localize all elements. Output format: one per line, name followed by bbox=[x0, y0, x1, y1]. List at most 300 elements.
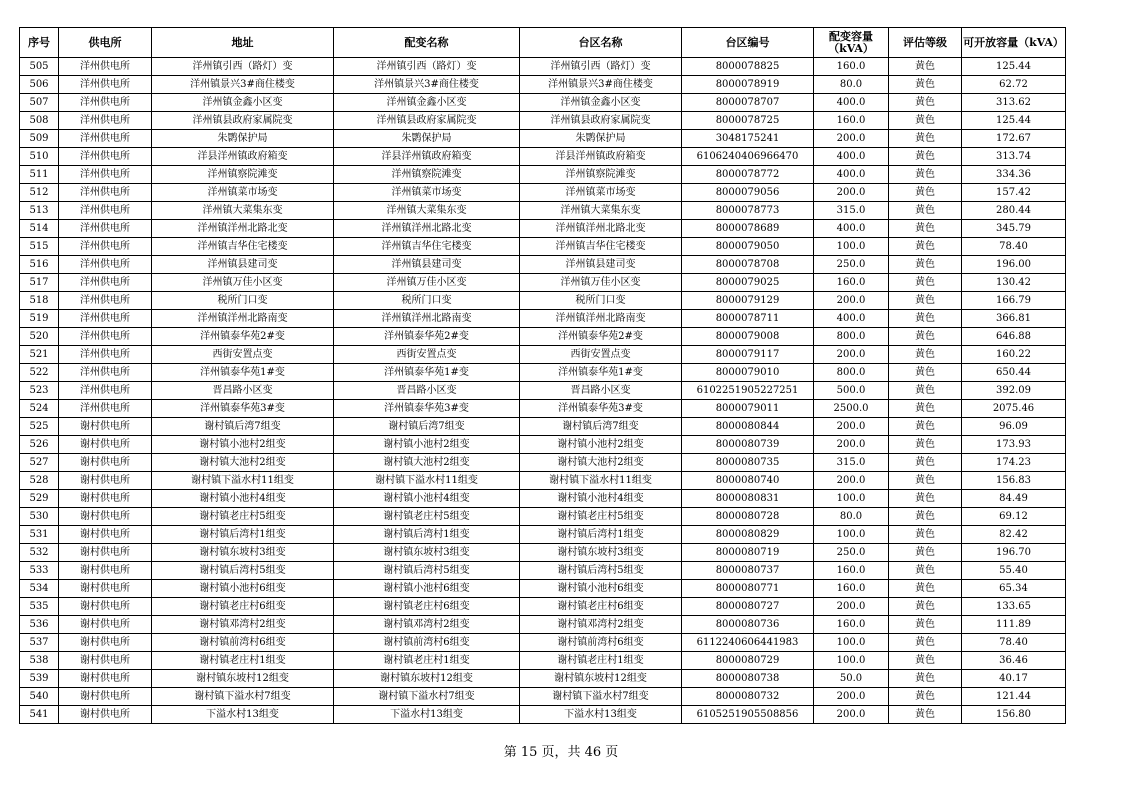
cell-open-capacity: 125.44 bbox=[962, 112, 1066, 130]
cell-seq: 539 bbox=[20, 670, 59, 688]
cell-area-name: 谢村镇东坡村12组变 bbox=[520, 670, 682, 688]
cell-open-capacity: 173.93 bbox=[962, 436, 1066, 454]
cell-address: 谢村镇邓湾村2组变 bbox=[152, 616, 334, 634]
cell-address: 谢村镇小池村4组变 bbox=[152, 490, 334, 508]
cell-area-name: 朱鹮保护局 bbox=[520, 130, 682, 148]
cell-open-capacity: 2075.46 bbox=[962, 400, 1066, 418]
table-row bbox=[20, 382, 1066, 400]
cell-transformer-name: 洋州镇洋州北路南变 bbox=[334, 310, 520, 328]
cell-grade: 黄色 bbox=[889, 184, 962, 202]
cell-area-name: 洋州镇菜市场变 bbox=[520, 184, 682, 202]
cell-open-capacity: 156.83 bbox=[962, 472, 1066, 490]
table-row bbox=[20, 256, 1066, 274]
cell-seq: 527 bbox=[20, 454, 59, 472]
cell-capacity: 160.0 bbox=[814, 562, 889, 580]
cell-transformer-name: 洋州镇察院滩变 bbox=[334, 166, 520, 184]
cell-capacity: 100.0 bbox=[814, 490, 889, 508]
cell-open-capacity: 125.44 bbox=[962, 58, 1066, 76]
table-row bbox=[20, 598, 1066, 616]
cell-station: 洋州供电所 bbox=[59, 364, 152, 382]
cell-area-code: 8000080739 bbox=[682, 436, 814, 454]
table-row bbox=[20, 112, 1066, 130]
cell-address: 洋州镇泰华苑2#变 bbox=[152, 328, 334, 346]
cell-transformer-name: 谢村镇前湾村6组变 bbox=[334, 634, 520, 652]
cell-address: 洋州镇县政府家属院变 bbox=[152, 112, 334, 130]
cell-area-code: 8000080736 bbox=[682, 616, 814, 634]
cell-area-name: 谢村镇小池村2组变 bbox=[520, 436, 682, 454]
cell-seq: 512 bbox=[20, 184, 59, 202]
cell-area-name: 谢村镇邓湾村2组变 bbox=[520, 616, 682, 634]
cell-transformer-name: 洋州镇泰华苑1#变 bbox=[334, 364, 520, 382]
cell-address: 税所门口变 bbox=[152, 292, 334, 310]
table-row bbox=[20, 652, 1066, 670]
cell-seq: 515 bbox=[20, 238, 59, 256]
table-row bbox=[20, 562, 1066, 580]
table-row bbox=[20, 202, 1066, 220]
cell-open-capacity: 196.00 bbox=[962, 256, 1066, 274]
cell-address: 朱鹮保护局 bbox=[152, 130, 334, 148]
cell-capacity: 160.0 bbox=[814, 580, 889, 598]
cell-station: 谢村供电所 bbox=[59, 688, 152, 706]
cell-area-name: 谢村镇老庄村1组变 bbox=[520, 652, 682, 670]
cell-area-code: 3048175241 bbox=[682, 130, 814, 148]
cell-transformer-name: 谢村镇东坡村3组变 bbox=[334, 544, 520, 562]
cell-station: 洋州供电所 bbox=[59, 94, 152, 112]
cell-transformer-name: 谢村镇东坡村12组变 bbox=[334, 670, 520, 688]
cell-grade: 黄色 bbox=[889, 472, 962, 490]
table-row bbox=[20, 328, 1066, 346]
cell-station: 谢村供电所 bbox=[59, 490, 152, 508]
cell-area-code: 8000078707 bbox=[682, 94, 814, 112]
header-station: 供电所 bbox=[59, 28, 152, 58]
cell-open-capacity: 196.70 bbox=[962, 544, 1066, 562]
cell-open-capacity: 121.44 bbox=[962, 688, 1066, 706]
cell-address: 洋州镇大菜集东变 bbox=[152, 202, 334, 220]
cell-station: 谢村供电所 bbox=[59, 562, 152, 580]
cell-transformer-name: 洋州镇大菜集东变 bbox=[334, 202, 520, 220]
table-row bbox=[20, 472, 1066, 490]
cell-transformer-name: 洋州镇万佳小区变 bbox=[334, 274, 520, 292]
cell-seq: 538 bbox=[20, 652, 59, 670]
table-row bbox=[20, 526, 1066, 544]
cell-station: 谢村供电所 bbox=[59, 436, 152, 454]
cell-open-capacity: 78.40 bbox=[962, 634, 1066, 652]
cell-seq: 513 bbox=[20, 202, 59, 220]
cell-area-code: 6112240606441983 bbox=[682, 634, 814, 652]
cell-transformer-name: 谢村镇邓湾村2组变 bbox=[334, 616, 520, 634]
cell-seq: 530 bbox=[20, 508, 59, 526]
cell-area-code: 8000078825 bbox=[682, 58, 814, 76]
cell-address: 谢村镇后湾村5组变 bbox=[152, 562, 334, 580]
cell-transformer-name: 谢村镇后湾村1组变 bbox=[334, 526, 520, 544]
cell-transformer-name: 洋州镇引西（路灯）变 bbox=[334, 58, 520, 76]
table-row bbox=[20, 454, 1066, 472]
cell-area-name: 谢村镇老庄村6组变 bbox=[520, 598, 682, 616]
cell-address: 谢村镇后湾7组变 bbox=[152, 418, 334, 436]
cell-capacity: 80.0 bbox=[814, 76, 889, 94]
cell-station: 洋州供电所 bbox=[59, 148, 152, 166]
cell-grade: 黄色 bbox=[889, 490, 962, 508]
cell-area-code: 8000080729 bbox=[682, 652, 814, 670]
cell-transformer-name: 洋州镇吉华住宅楼变 bbox=[334, 238, 520, 256]
cell-grade: 黄色 bbox=[889, 508, 962, 526]
cell-transformer-name: 洋州镇县政府家属院变 bbox=[334, 112, 520, 130]
cell-grade: 黄色 bbox=[889, 544, 962, 562]
cell-capacity: 160.0 bbox=[814, 112, 889, 130]
cell-capacity: 200.0 bbox=[814, 346, 889, 364]
cell-transformer-name: 洋州镇泰华苑2#变 bbox=[334, 328, 520, 346]
cell-address: 谢村镇下溢水村7组变 bbox=[152, 688, 334, 706]
cell-address: 下溢水村13组变 bbox=[152, 706, 334, 724]
cell-area-name: 谢村镇大池村2组变 bbox=[520, 454, 682, 472]
cell-open-capacity: 55.40 bbox=[962, 562, 1066, 580]
cell-area-name: 洋州镇万佳小区变 bbox=[520, 274, 682, 292]
cell-seq: 532 bbox=[20, 544, 59, 562]
cell-grade: 黄色 bbox=[889, 706, 962, 724]
cell-seq: 536 bbox=[20, 616, 59, 634]
cell-capacity: 400.0 bbox=[814, 166, 889, 184]
cell-capacity: 160.0 bbox=[814, 616, 889, 634]
cell-grade: 黄色 bbox=[889, 94, 962, 112]
cell-grade: 黄色 bbox=[889, 688, 962, 706]
cell-seq: 517 bbox=[20, 274, 59, 292]
cell-area-code: 8000078689 bbox=[682, 220, 814, 238]
cell-capacity: 200.0 bbox=[814, 688, 889, 706]
cell-station: 谢村供电所 bbox=[59, 580, 152, 598]
cell-seq: 528 bbox=[20, 472, 59, 490]
cell-address: 谢村镇大池村2组变 bbox=[152, 454, 334, 472]
cell-transformer-name: 洋州镇金鑫小区变 bbox=[334, 94, 520, 112]
table-row bbox=[20, 346, 1066, 364]
cell-capacity: 100.0 bbox=[814, 634, 889, 652]
cell-area-code: 8000080732 bbox=[682, 688, 814, 706]
cell-area-code: 8000078772 bbox=[682, 166, 814, 184]
cell-seq: 521 bbox=[20, 346, 59, 364]
cell-capacity: 200.0 bbox=[814, 436, 889, 454]
cell-grade: 黄色 bbox=[889, 382, 962, 400]
cell-seq: 505 bbox=[20, 58, 59, 76]
cell-grade: 黄色 bbox=[889, 346, 962, 364]
cell-station: 谢村供电所 bbox=[59, 508, 152, 526]
cell-transformer-name: 朱鹮保护局 bbox=[334, 130, 520, 148]
cell-capacity: 200.0 bbox=[814, 418, 889, 436]
cell-seq: 511 bbox=[20, 166, 59, 184]
table-row bbox=[20, 148, 1066, 166]
cell-grade: 黄色 bbox=[889, 130, 962, 148]
header-area-name: 台区名称 bbox=[520, 28, 682, 58]
cell-area-code: 8000079117 bbox=[682, 346, 814, 364]
table-row bbox=[20, 166, 1066, 184]
cell-area-name: 下溢水村13组变 bbox=[520, 706, 682, 724]
page-number: 第 15 页，共 46 页 bbox=[503, 745, 619, 760]
header-seq: 序号 bbox=[20, 28, 59, 58]
cell-area-name: 洋州镇引西（路灯）变 bbox=[520, 58, 682, 76]
cell-seq: 510 bbox=[20, 148, 59, 166]
cell-address: 谢村镇老庄村6组变 bbox=[152, 598, 334, 616]
cell-open-capacity: 166.79 bbox=[962, 292, 1066, 310]
cell-grade: 黄色 bbox=[889, 454, 962, 472]
cell-station: 洋州供电所 bbox=[59, 130, 152, 148]
cell-area-code: 8000080737 bbox=[682, 562, 814, 580]
cell-grade: 黄色 bbox=[889, 400, 962, 418]
cell-capacity: 2500.0 bbox=[814, 400, 889, 418]
cell-area-name: 洋州镇洋州北路北变 bbox=[520, 220, 682, 238]
cell-open-capacity: 65.34 bbox=[962, 580, 1066, 598]
table-row bbox=[20, 670, 1066, 688]
cell-area-code: 8000079010 bbox=[682, 364, 814, 382]
cell-seq: 534 bbox=[20, 580, 59, 598]
cell-area-name: 谢村镇后湾村5组变 bbox=[520, 562, 682, 580]
cell-area-code: 8000078773 bbox=[682, 202, 814, 220]
cell-address: 洋州镇洋州北路南变 bbox=[152, 310, 334, 328]
cell-capacity: 200.0 bbox=[814, 706, 889, 724]
cell-transformer-name: 西街安置点变 bbox=[334, 346, 520, 364]
cell-capacity: 100.0 bbox=[814, 526, 889, 544]
cell-capacity: 250.0 bbox=[814, 256, 889, 274]
table-row bbox=[20, 544, 1066, 562]
cell-capacity: 315.0 bbox=[814, 202, 889, 220]
cell-area-name: 谢村镇东坡村3组变 bbox=[520, 544, 682, 562]
cell-address: 谢村镇下溢水村11组变 bbox=[152, 472, 334, 490]
cell-transformer-name: 谢村镇下溢水村11组变 bbox=[334, 472, 520, 490]
cell-transformer-name: 洋州镇景兴3#商住楼变 bbox=[334, 76, 520, 94]
cell-capacity: 400.0 bbox=[814, 220, 889, 238]
cell-open-capacity: 36.46 bbox=[962, 652, 1066, 670]
header-area-code: 台区编号 bbox=[682, 28, 814, 58]
cell-area-name: 洋县洋州镇政府箱变 bbox=[520, 148, 682, 166]
cell-station: 洋州供电所 bbox=[59, 256, 152, 274]
cell-open-capacity: 40.17 bbox=[962, 670, 1066, 688]
cell-area-name: 洋州镇洋州北路南变 bbox=[520, 310, 682, 328]
cell-seq: 518 bbox=[20, 292, 59, 310]
cell-area-code: 6106240406966470 bbox=[682, 148, 814, 166]
cell-station: 洋州供电所 bbox=[59, 400, 152, 418]
table-row bbox=[20, 94, 1066, 112]
cell-capacity: 200.0 bbox=[814, 130, 889, 148]
cell-open-capacity: 156.80 bbox=[962, 706, 1066, 724]
cell-grade: 黄色 bbox=[889, 670, 962, 688]
cell-grade: 黄色 bbox=[889, 310, 962, 328]
cell-seq: 540 bbox=[20, 688, 59, 706]
cell-grade: 黄色 bbox=[889, 364, 962, 382]
cell-seq: 541 bbox=[20, 706, 59, 724]
cell-station: 洋州供电所 bbox=[59, 166, 152, 184]
cell-capacity: 160.0 bbox=[814, 274, 889, 292]
cell-capacity: 250.0 bbox=[814, 544, 889, 562]
cell-area-code: 8000080728 bbox=[682, 508, 814, 526]
cell-area-name: 谢村镇前湾村6组变 bbox=[520, 634, 682, 652]
table-row bbox=[20, 436, 1066, 454]
cell-station: 洋州供电所 bbox=[59, 220, 152, 238]
cell-address: 洋州镇景兴3#商住楼变 bbox=[152, 76, 334, 94]
cell-open-capacity: 78.40 bbox=[962, 238, 1066, 256]
cell-station: 谢村供电所 bbox=[59, 418, 152, 436]
cell-grade: 黄色 bbox=[889, 202, 962, 220]
cell-address: 洋州镇察院滩变 bbox=[152, 166, 334, 184]
cell-area-name: 洋州镇察院滩变 bbox=[520, 166, 682, 184]
cell-capacity: 50.0 bbox=[814, 670, 889, 688]
cell-transformer-name: 谢村镇老庄村1组变 bbox=[334, 652, 520, 670]
cell-seq: 523 bbox=[20, 382, 59, 400]
cell-capacity: 200.0 bbox=[814, 472, 889, 490]
table-row bbox=[20, 580, 1066, 598]
cell-transformer-name: 洋县洋州镇政府箱变 bbox=[334, 148, 520, 166]
table-row bbox=[20, 364, 1066, 382]
cell-open-capacity: 650.44 bbox=[962, 364, 1066, 382]
cell-address: 谢村镇前湾村6组变 bbox=[152, 634, 334, 652]
cell-grade: 黄色 bbox=[889, 166, 962, 184]
cell-open-capacity: 96.09 bbox=[962, 418, 1066, 436]
cell-station: 洋州供电所 bbox=[59, 58, 152, 76]
cell-area-code: 8000079025 bbox=[682, 274, 814, 292]
cell-transformer-name: 洋州镇县建司变 bbox=[334, 256, 520, 274]
cell-transformer-name: 下溢水村13组变 bbox=[334, 706, 520, 724]
cell-area-code: 8000079129 bbox=[682, 292, 814, 310]
header-address: 地址 bbox=[152, 28, 334, 58]
cell-seq: 508 bbox=[20, 112, 59, 130]
header-row bbox=[20, 28, 1066, 58]
cell-area-name: 洋州镇金鑫小区变 bbox=[520, 94, 682, 112]
cell-area-name: 谢村镇小池村6组变 bbox=[520, 580, 682, 598]
cell-area-name: 谢村镇后湾7组变 bbox=[520, 418, 682, 436]
cell-area-name: 税所门口变 bbox=[520, 292, 682, 310]
cell-capacity: 400.0 bbox=[814, 94, 889, 112]
cell-station: 洋州供电所 bbox=[59, 346, 152, 364]
cell-open-capacity: 133.65 bbox=[962, 598, 1066, 616]
cell-area-name: 洋州镇泰华苑3#变 bbox=[520, 400, 682, 418]
cell-grade: 黄色 bbox=[889, 274, 962, 292]
cell-open-capacity: 69.12 bbox=[962, 508, 1066, 526]
cell-station: 洋州供电所 bbox=[59, 328, 152, 346]
header-grade: 评估等级 bbox=[889, 28, 962, 58]
cell-grade: 黄色 bbox=[889, 436, 962, 454]
cell-grade: 黄色 bbox=[889, 580, 962, 598]
cell-transformer-name: 谢村镇小池村6组变 bbox=[334, 580, 520, 598]
cell-area-code: 8000080727 bbox=[682, 598, 814, 616]
cell-capacity: 800.0 bbox=[814, 364, 889, 382]
cell-address: 洋州镇泰华苑3#变 bbox=[152, 400, 334, 418]
cell-area-code: 8000078708 bbox=[682, 256, 814, 274]
cell-grade: 黄色 bbox=[889, 292, 962, 310]
cell-open-capacity: 174.23 bbox=[962, 454, 1066, 472]
cell-capacity: 315.0 bbox=[814, 454, 889, 472]
cell-seq: 535 bbox=[20, 598, 59, 616]
cell-address: 洋州镇吉华住宅楼变 bbox=[152, 238, 334, 256]
cell-open-capacity: 646.88 bbox=[962, 328, 1066, 346]
cell-area-code: 8000080831 bbox=[682, 490, 814, 508]
data-sheet bbox=[19, 27, 1065, 724]
cell-transformer-name: 谢村镇下溢水村7组变 bbox=[334, 688, 520, 706]
cell-address: 谢村镇老庄村1组变 bbox=[152, 652, 334, 670]
cell-open-capacity: 111.89 bbox=[962, 616, 1066, 634]
cell-area-code: 8000079050 bbox=[682, 238, 814, 256]
cell-station: 谢村供电所 bbox=[59, 544, 152, 562]
cell-area-code: 8000080735 bbox=[682, 454, 814, 472]
cell-area-name: 谢村镇下溢水村7组变 bbox=[520, 688, 682, 706]
cell-station: 洋州供电所 bbox=[59, 382, 152, 400]
cell-address: 谢村镇东坡村12组变 bbox=[152, 670, 334, 688]
cell-area-name: 洋州镇吉华住宅楼变 bbox=[520, 238, 682, 256]
cell-open-capacity: 160.22 bbox=[962, 346, 1066, 364]
cell-open-capacity: 313.74 bbox=[962, 148, 1066, 166]
cell-transformer-name: 洋州镇泰华苑3#变 bbox=[334, 400, 520, 418]
cell-capacity: 200.0 bbox=[814, 292, 889, 310]
cell-seq: 509 bbox=[20, 130, 59, 148]
cell-station: 洋州供电所 bbox=[59, 310, 152, 328]
cell-area-code: 8000078919 bbox=[682, 76, 814, 94]
table-row bbox=[20, 490, 1066, 508]
cell-open-capacity: 313.62 bbox=[962, 94, 1066, 112]
table-row bbox=[20, 688, 1066, 706]
cell-grade: 黄色 bbox=[889, 58, 962, 76]
cell-open-capacity: 172.67 bbox=[962, 130, 1066, 148]
cell-seq: 531 bbox=[20, 526, 59, 544]
cell-transformer-name: 谢村镇老庄村5组变 bbox=[334, 508, 520, 526]
cell-grade: 黄色 bbox=[889, 526, 962, 544]
cell-grade: 黄色 bbox=[889, 418, 962, 436]
table-row bbox=[20, 274, 1066, 292]
table-row bbox=[20, 220, 1066, 238]
cell-station: 洋州供电所 bbox=[59, 292, 152, 310]
cell-seq: 506 bbox=[20, 76, 59, 94]
cell-area-code: 8000080738 bbox=[682, 670, 814, 688]
cell-capacity: 80.0 bbox=[814, 508, 889, 526]
cell-address: 洋州镇金鑫小区变 bbox=[152, 94, 334, 112]
header-capacity: 配变容量（kVA） bbox=[814, 28, 889, 58]
cell-address: 洋州镇万佳小区变 bbox=[152, 274, 334, 292]
cell-station: 谢村供电所 bbox=[59, 670, 152, 688]
table-row bbox=[20, 292, 1066, 310]
cell-transformer-name: 谢村镇小池村4组变 bbox=[334, 490, 520, 508]
cell-seq: 529 bbox=[20, 490, 59, 508]
cell-station: 洋州供电所 bbox=[59, 184, 152, 202]
cell-seq: 507 bbox=[20, 94, 59, 112]
cell-station: 谢村供电所 bbox=[59, 616, 152, 634]
cell-address: 西街安置点变 bbox=[152, 346, 334, 364]
cell-address: 洋州镇泰华苑1#变 bbox=[152, 364, 334, 382]
cell-grade: 黄色 bbox=[889, 598, 962, 616]
cell-grade: 黄色 bbox=[889, 256, 962, 274]
header-open-capacity: 可开放容量（kVA） bbox=[962, 28, 1066, 58]
cell-area-name: 晋昌路小区变 bbox=[520, 382, 682, 400]
cell-area-name: 洋州镇大菜集东变 bbox=[520, 202, 682, 220]
table-row bbox=[20, 58, 1066, 76]
cell-area-code: 6102251905227251 bbox=[682, 382, 814, 400]
cell-open-capacity: 366.81 bbox=[962, 310, 1066, 328]
cell-open-capacity: 345.79 bbox=[962, 220, 1066, 238]
cell-station: 洋州供电所 bbox=[59, 202, 152, 220]
cell-capacity: 400.0 bbox=[814, 310, 889, 328]
cell-area-code: 8000079056 bbox=[682, 184, 814, 202]
table-row bbox=[20, 418, 1066, 436]
cell-capacity: 100.0 bbox=[814, 652, 889, 670]
cell-capacity: 200.0 bbox=[814, 598, 889, 616]
cell-area-name: 洋州镇泰华苑2#变 bbox=[520, 328, 682, 346]
cell-area-code: 8000080740 bbox=[682, 472, 814, 490]
table-row bbox=[20, 310, 1066, 328]
cell-transformer-name: 洋州镇洋州北路北变 bbox=[334, 220, 520, 238]
cell-transformer-name: 洋州镇菜市场变 bbox=[334, 184, 520, 202]
cell-open-capacity: 157.42 bbox=[962, 184, 1066, 202]
cell-grade: 黄色 bbox=[889, 148, 962, 166]
cell-area-code: 8000080719 bbox=[682, 544, 814, 562]
cell-seq: 526 bbox=[20, 436, 59, 454]
cell-capacity: 800.0 bbox=[814, 328, 889, 346]
cell-area-code: 8000080771 bbox=[682, 580, 814, 598]
cell-grade: 黄色 bbox=[889, 238, 962, 256]
cell-station: 谢村供电所 bbox=[59, 634, 152, 652]
cell-area-code: 8000080844 bbox=[682, 418, 814, 436]
